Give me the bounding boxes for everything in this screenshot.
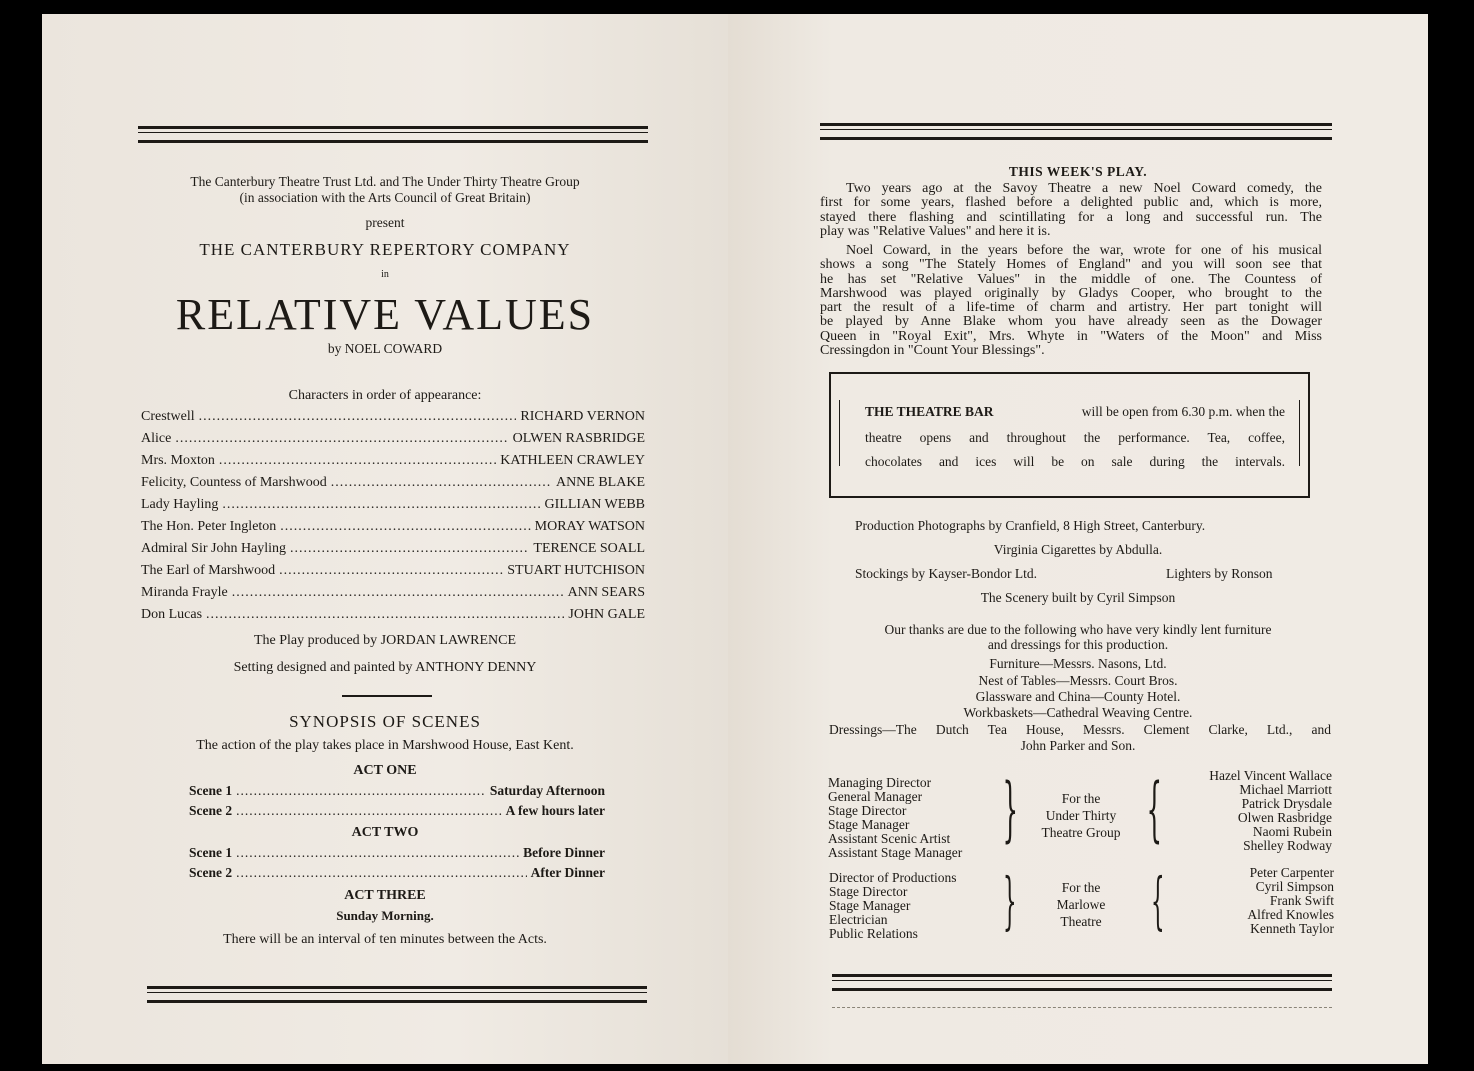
dressings-line-1: Dressings—The Dutch Tea House, Messrs. Clement Clarke, Ltd., and	[829, 722, 1331, 737]
cast-actor: OLWEN RASBRIDGE	[512, 431, 645, 446]
staff-name: Cyril Simpson	[1255, 879, 1334, 894]
left-brace-icon: {	[1150, 864, 1165, 937]
scene-time: Saturday Afternoon	[489, 783, 605, 798]
cast-row	[141, 541, 645, 557]
act-one-heading: ACT ONE	[353, 763, 417, 778]
staff-role: Director of Productions	[829, 870, 957, 885]
cast-row	[141, 519, 645, 535]
cast-actor: RICHARD VERNON	[520, 409, 645, 424]
group-label-line: For the	[1061, 880, 1101, 895]
bar-bold: THE THEATRE BAR	[865, 404, 994, 419]
staff-name: Hazel Vincent Wallace	[1209, 768, 1332, 783]
para-line: Queen in "Royal Exit", Mrs. Whyte in "Waters of the Moon" and Miss	[820, 328, 1322, 344]
para-line: Cressingdon in "Count Your Blessings".	[820, 343, 1045, 359]
cast-role: Admiral Sir John Hayling	[141, 541, 287, 556]
cast-actor: MORAY WATSON	[534, 519, 645, 534]
staff-role: Electrician	[829, 912, 888, 927]
stockings-credit: Stockings by Kayser-Bondor Ltd.	[855, 566, 1037, 581]
bar-line-2: theatre opens and throughout the performance. Tea, coffee,	[865, 430, 1285, 445]
scene-time: A few hours later	[505, 803, 605, 818]
scene-row	[189, 803, 605, 819]
scene-label: Scene 2	[189, 803, 233, 818]
staff-role: Assistant Scenic Artist	[828, 831, 951, 846]
group-label-line: Marlowe	[1056, 897, 1106, 912]
cast-role: Lady Hayling	[141, 497, 219, 512]
marlowe-label	[1016, 879, 1146, 930]
staff-name: Shelley Rodway	[1243, 838, 1332, 853]
right-brace-icon: }	[1002, 864, 1017, 937]
group-label-line: Theatre Group	[1041, 825, 1121, 840]
workbaskets-credit: Workbaskets—Cathedral Weaving Centre.	[963, 705, 1193, 720]
dressings-line-2: John Parker and Son.	[1020, 738, 1136, 753]
synopsis-heading: SYNOPSIS OF SCENES	[289, 712, 481, 731]
staff-role: Stage Manager	[829, 898, 911, 913]
theatre-bar-box	[829, 372, 1310, 498]
scene-row	[189, 845, 605, 861]
cigarettes-credit: Virginia Cigarettes by Abdulla.	[993, 542, 1163, 557]
cast-role: Felicity, Countess of Marshwood	[141, 475, 327, 490]
cast-role: Alice	[141, 431, 172, 446]
staff-name: Alfred Knowles	[1247, 907, 1334, 922]
group-label-line: For the	[1061, 791, 1101, 806]
staff-name: Michael Marriott	[1239, 782, 1332, 797]
staff-name: Patrick Drysdale	[1241, 796, 1332, 811]
right-page	[728, 14, 1428, 1064]
intro-paragraph	[820, 182, 1322, 239]
author-line: by NOEL COWARD	[327, 341, 443, 356]
para-line: Marshwood was played originally by Gladys Cooper, who brought to the	[820, 285, 1322, 301]
cast-actor: STUART HUTCHISON	[507, 563, 645, 578]
scene-row	[189, 783, 605, 799]
in-label: in	[381, 269, 389, 280]
cast-role: Mrs. Moxton	[141, 453, 215, 468]
cast-actor: TERENCE SOALL	[533, 541, 645, 556]
thanks-line-1: Our thanks are due to the following who have very kindly lent furniture	[884, 622, 1272, 637]
para-line: Two years ago at the Savoy Theatre a new Noel Coward comedy, the	[846, 181, 1322, 196]
cast-role: Miranda Frayle	[141, 585, 228, 600]
cast-row	[141, 453, 645, 469]
under-thirty-roles	[828, 776, 962, 860]
cast-actor: GILLIAN WEBB	[544, 497, 645, 512]
cast-row	[141, 475, 645, 491]
scene-label: Scene 1	[189, 845, 233, 860]
bar-line-1-rest: will be open from 6.30 p.m. when the	[1081, 404, 1285, 419]
cast-row	[141, 431, 645, 447]
cast-row	[141, 409, 645, 425]
present-label: present	[365, 215, 405, 230]
left-page	[42, 14, 728, 1064]
scene-label: Scene 2	[189, 865, 233, 880]
bottom-rule	[147, 986, 647, 1003]
cast-actor: KATHLEEN CRAWLEY	[500, 453, 645, 468]
para-line: he has set "Relative Values" in the middle of one. The Countess of	[820, 271, 1322, 287]
staff-name: Naomi Rubein	[1252, 824, 1332, 839]
cast-row	[141, 563, 645, 579]
glassware-credit: Glassware and China—County Hotel.	[975, 689, 1181, 704]
para-line: play was "Relative Values" and here it is.	[820, 223, 1051, 239]
thanks-line-2: and dressings for this production.	[987, 637, 1169, 652]
presenters-line-1: The Canterbury Theatre Trust Ltd. and The Under Thirty Theatre Group	[190, 174, 580, 189]
group-label-line: Theatre	[1060, 914, 1102, 929]
scene-time: After Dinner	[530, 865, 605, 880]
under-thirty-names	[1158, 769, 1332, 853]
para-line: shows a song "The Stately Homes of England" and you will soon see that	[820, 257, 1322, 273]
marlowe-names	[1158, 866, 1334, 936]
staff-role: Stage Manager	[828, 817, 910, 832]
this-weeks-play-heading: THIS WEEK'S PLAY.	[1008, 164, 1148, 179]
staff-name: Frank Swift	[1269, 893, 1334, 908]
cast-actor: ANNE BLAKE	[555, 475, 645, 490]
bottom-rule	[832, 974, 1332, 991]
cast-role: Don Lucas	[141, 607, 203, 622]
staff-name: Kenneth Taylor	[1250, 921, 1334, 936]
staff-role: Assistant Stage Manager	[828, 845, 963, 860]
left-brace-icon: {	[1146, 768, 1163, 850]
para-line: part the result of a life-time of charm and artistry. Her part tonight will	[820, 300, 1322, 316]
nest-credit: Nest of Tables—Messrs. Court Bros.	[978, 673, 1178, 688]
bar-line-1	[865, 404, 1285, 420]
top-rule	[820, 123, 1332, 140]
para-line: be played by Anne Blake whom you have already seen as the Dowager	[820, 314, 1322, 330]
characters-heading: Characters in order of appearance:	[288, 388, 482, 403]
cast-actor: JOHN GALE	[568, 607, 645, 622]
act-three-time: Sunday Morning.	[336, 908, 434, 923]
right-brace-icon: }	[1002, 768, 1019, 850]
staff-role: Stage Director	[828, 803, 907, 818]
para-line: stayed there flashing and scintillating for a long and successful run. The	[820, 209, 1322, 225]
staff-role: Stage Director	[829, 884, 908, 899]
synopsis-location: The action of the play takes place in Marshwood House, East Kent.	[196, 738, 574, 753]
staff-name: Olwen Rasbridge	[1237, 810, 1332, 825]
coward-paragraph	[820, 244, 1322, 358]
act-three-heading: ACT THREE	[344, 888, 426, 903]
staff-role: Public Relations	[829, 926, 918, 941]
para-line: first for some years, flashed before a delighted public and, which is more,	[820, 195, 1322, 211]
photographs-credit: Production Photographs by Cranfield, 8 High Street, Canterbury.	[855, 518, 1206, 533]
cast-row	[141, 497, 645, 513]
bar-line-3: chocolates and ices will be on sale during the intervals.	[865, 454, 1285, 469]
cast-actor: ANN SEARS	[567, 585, 645, 600]
divider	[342, 695, 432, 697]
cast-row	[141, 607, 645, 623]
under-thirty-label	[1016, 790, 1146, 841]
cast-row	[141, 585, 645, 601]
faint-rule	[832, 1007, 1332, 1008]
top-rule	[138, 126, 648, 143]
play-title: RELATIVE VALUES	[175, 290, 595, 339]
presenters-line-2: (in association with the Arts Council of Great Britain)	[239, 190, 531, 205]
marlowe-roles	[829, 871, 956, 941]
producer-line: The Play produced by JORDAN LAWRENCE	[253, 633, 517, 648]
cast-role: The Earl of Marshwood	[141, 563, 276, 578]
act-two-heading: ACT TWO	[351, 825, 419, 840]
scene-time: Before Dinner	[523, 845, 605, 860]
scene-row	[189, 865, 605, 881]
group-label-line: Under Thirty	[1045, 808, 1117, 823]
staff-role: Managing Director	[828, 775, 932, 790]
designer-line: Setting designed and painted by ANTHONY DENNY	[233, 660, 537, 675]
interval-note: There will be an interval of ten minutes between the Acts.	[223, 932, 547, 947]
staff-name: Peter Carpenter	[1249, 865, 1334, 880]
scenery-credit: The Scenery built by Cyril Simpson	[980, 590, 1176, 605]
scene-label: Scene 1	[189, 783, 233, 798]
cast-role: Crestwell	[141, 409, 195, 424]
cast-role: The Hon. Peter Ingleton	[141, 519, 277, 534]
company-name: THE CANTERBURY REPERTORY COMPANY	[199, 240, 571, 259]
staff-role: General Manager	[828, 789, 923, 804]
para-line: Noel Coward, in the years before the war, wrote for one of his musical	[846, 243, 1322, 258]
furniture-credit: Furniture—Messrs. Nasons, Ltd.	[989, 656, 1167, 671]
lighters-credit: Lighters by Ronson	[1166, 566, 1273, 581]
